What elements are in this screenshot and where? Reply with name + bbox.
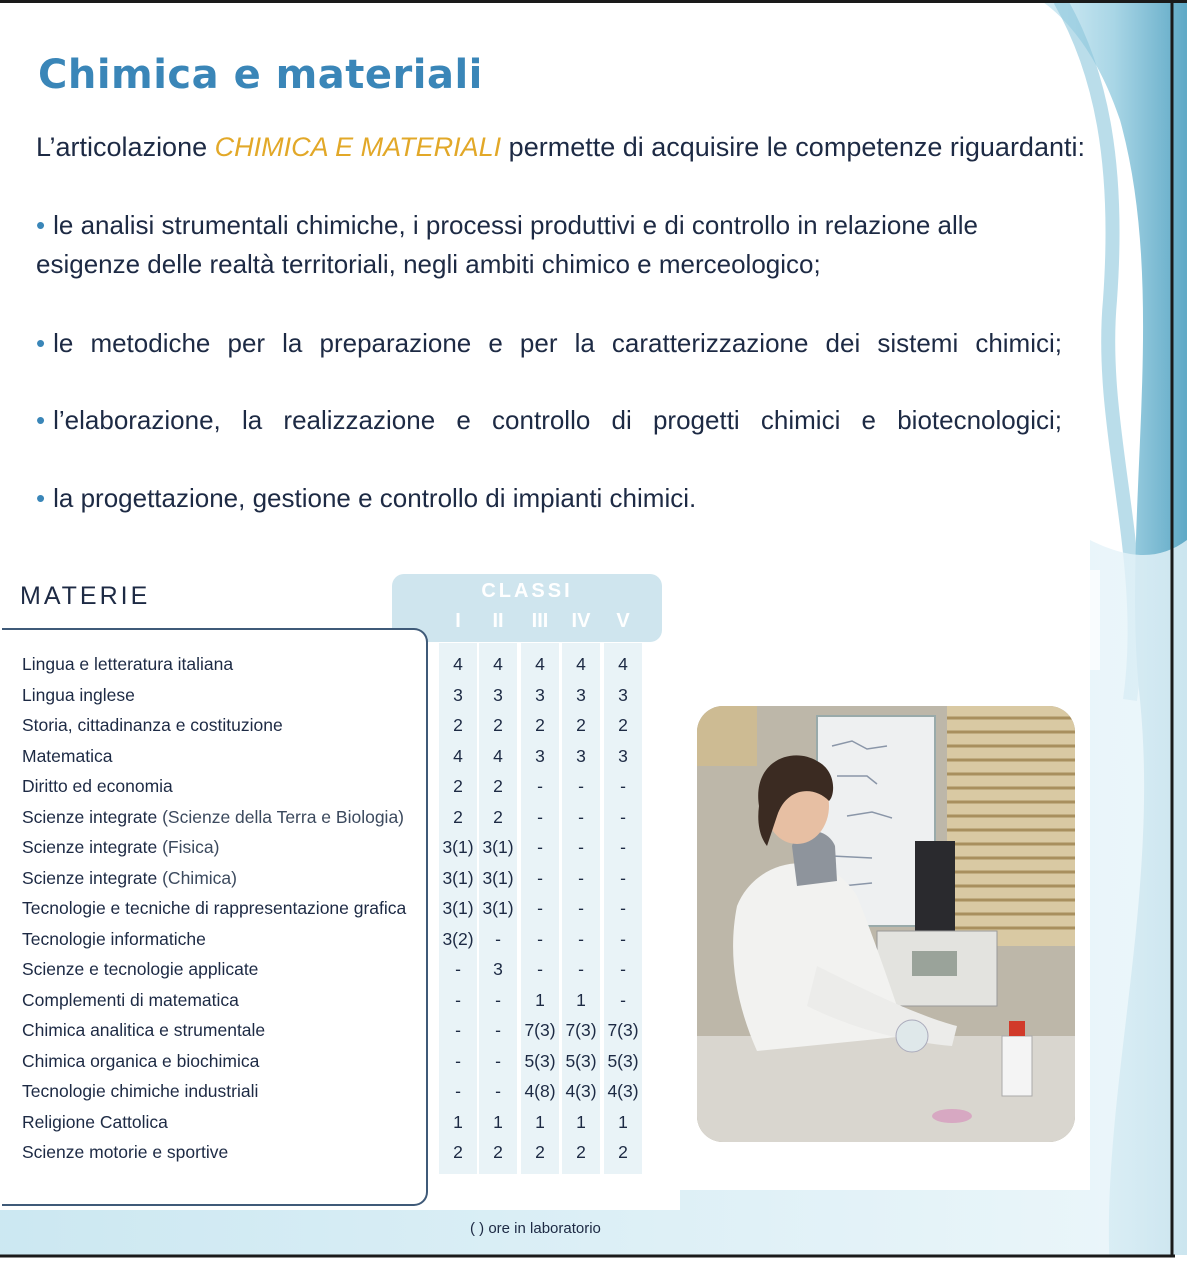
hours-cell: - bbox=[537, 959, 543, 979]
bullet-text: le metodiche per la preparazione e per la caratterizzazione dei sistemi chimici; bbox=[53, 328, 1062, 358]
hours-cell: 2 bbox=[493, 806, 503, 827]
hours-cell: 3 bbox=[618, 684, 628, 705]
hours-cell: - bbox=[578, 776, 584, 796]
subject-name bbox=[22, 771, 173, 801]
hours-cell: 4 bbox=[493, 745, 503, 766]
hours-cell: - bbox=[620, 928, 626, 949]
subject-label: Scienze integrate bbox=[22, 806, 158, 827]
hours-cell: 4 bbox=[493, 654, 503, 674]
hours-cell: 7(3) bbox=[524, 1020, 556, 1040]
hours-cell: 3(1) bbox=[442, 867, 474, 888]
hours-cell: 2 bbox=[453, 776, 463, 796]
hours-cell: 1 bbox=[576, 1111, 586, 1132]
subject-label: Complementi di matematica bbox=[22, 989, 239, 1010]
subject-name bbox=[22, 954, 258, 984]
hours-cell: 1 bbox=[493, 1111, 503, 1132]
hours-cell: 2 bbox=[453, 806, 463, 827]
subject-name bbox=[22, 1076, 258, 1106]
subject-label: Diritto ed economia bbox=[22, 776, 173, 796]
hours-cell: 2 bbox=[493, 776, 503, 796]
bullet-text: le analisi strumentali chimiche, i processi produttivi e di controllo in relazione alle esigenze delle realtà territoriali, negli ambiti chimico e merceologico; bbox=[36, 210, 978, 279]
subject-label: Scienze integrate bbox=[22, 867, 158, 888]
subject-name bbox=[22, 741, 112, 771]
hours-cell: - bbox=[578, 806, 584, 827]
hours-cell: 4 bbox=[453, 745, 463, 766]
hours-cell: - bbox=[537, 898, 543, 918]
hours-cell: - bbox=[455, 989, 461, 1010]
subject-label: Matematica bbox=[22, 745, 113, 766]
hours-cell: 2 bbox=[535, 1142, 545, 1162]
hours-cell: 2 bbox=[453, 1142, 463, 1162]
hours-cell: 5(3) bbox=[524, 1050, 556, 1071]
hours-cell: 3(1) bbox=[482, 867, 514, 888]
subject-label: Lingua e letteratura italiana bbox=[22, 654, 234, 674]
top-border bbox=[0, 0, 1187, 3]
hours-cell: 4(3) bbox=[607, 1081, 639, 1101]
hours-cell: - bbox=[495, 989, 501, 1010]
bullet-item bbox=[36, 479, 1062, 518]
hours-cell: 3(1) bbox=[482, 898, 514, 918]
class-column-header: II bbox=[492, 610, 504, 632]
subject-name bbox=[22, 649, 233, 679]
hours-cell: 3 bbox=[576, 684, 586, 705]
hours-cell: 3(1) bbox=[442, 837, 474, 857]
hours-cell: 4 bbox=[576, 654, 586, 674]
bullet-dot-icon: • bbox=[36, 483, 46, 513]
hours-cell: - bbox=[537, 867, 543, 888]
subject-label: Tecnologie chimiche industriali bbox=[22, 1081, 259, 1101]
subject-name bbox=[22, 985, 239, 1015]
footnote-lab-hours: ( ) ore in laboratorio bbox=[470, 1220, 601, 1237]
hours-cell: 2 bbox=[493, 1142, 503, 1162]
class-column-header: III bbox=[531, 610, 549, 632]
hours-cell: 4 bbox=[453, 654, 463, 674]
subject-name bbox=[22, 893, 406, 923]
hours-cell: 4(3) bbox=[565, 1081, 597, 1101]
subject-label: Lingua inglese bbox=[22, 684, 135, 705]
intro-highlight: CHIMICA E MATERIALI bbox=[214, 132, 502, 162]
hours-cell: - bbox=[578, 959, 584, 979]
hours-cell: 4 bbox=[535, 654, 545, 674]
hours-cell: 3(1) bbox=[442, 898, 474, 918]
hours-cell: - bbox=[455, 959, 461, 979]
class-column-header: V bbox=[616, 610, 630, 632]
hours-cell: - bbox=[455, 1081, 461, 1101]
hours-cell: - bbox=[455, 1050, 461, 1071]
subject-label: Storia, cittadinanza e costituzione bbox=[22, 715, 283, 735]
hours-cell: 5(3) bbox=[565, 1050, 597, 1071]
subject-label: Chimica organica e biochimica bbox=[22, 1050, 260, 1071]
hours-cell: - bbox=[537, 806, 543, 827]
bullet-item bbox=[36, 401, 1062, 440]
lab-photo-illustration bbox=[697, 706, 1075, 1142]
subject-name bbox=[22, 863, 237, 893]
subjects-header: MATERIE bbox=[20, 582, 151, 610]
hours-cell: 1 bbox=[535, 1111, 545, 1132]
hours-cell: - bbox=[455, 1020, 461, 1040]
hours-cell: - bbox=[620, 776, 626, 796]
bullet-dot-icon: • bbox=[36, 210, 46, 240]
intro-text bbox=[36, 132, 1085, 163]
bullet-dot-icon: • bbox=[36, 405, 46, 435]
subject-name bbox=[22, 710, 283, 740]
hours-cell: - bbox=[537, 776, 543, 796]
subject-name bbox=[22, 1137, 228, 1167]
bullet-text: l’elaborazione, la realizzazione e controllo di progetti chimici e biotecnologici; bbox=[53, 405, 1062, 435]
hours-cell: 2 bbox=[493, 715, 503, 735]
hours-cell: - bbox=[620, 837, 626, 857]
hours-cell: 1 bbox=[576, 989, 586, 1010]
hours-cell: 2 bbox=[576, 1142, 586, 1162]
hours-cell: 2 bbox=[576, 715, 586, 735]
subject-label: Tecnologie e tecniche di rappresentazione grafica bbox=[22, 898, 407, 918]
subject-name bbox=[22, 1107, 168, 1137]
hours-cell: - bbox=[620, 989, 626, 1010]
hours-cell: - bbox=[620, 959, 626, 979]
hours-cell: 3 bbox=[576, 745, 586, 766]
intro-before: L’articolazione bbox=[36, 132, 215, 162]
classes-header: CLASSI bbox=[481, 580, 573, 602]
hours-cell: 4(8) bbox=[524, 1081, 556, 1101]
hours-cell: 3 bbox=[535, 684, 545, 705]
bullet-text: la progettazione, gestione e controllo di impianti chimici. bbox=[53, 483, 697, 513]
hours-cell: 2 bbox=[618, 715, 628, 735]
classes-header-panel bbox=[392, 574, 662, 642]
hours-cell: 3 bbox=[618, 745, 628, 766]
hours-cell: - bbox=[495, 1050, 501, 1071]
hours-cell: 1 bbox=[618, 1111, 628, 1132]
subject-name bbox=[22, 924, 206, 954]
hours-cell: - bbox=[578, 928, 584, 949]
hours-cell: - bbox=[495, 1020, 501, 1040]
hours-cell: 2 bbox=[453, 715, 463, 735]
hours-cell: 3(2) bbox=[442, 928, 474, 949]
hours-cell: 1 bbox=[535, 989, 545, 1010]
subject-label: Chimica analitica e strumentale bbox=[22, 1020, 266, 1040]
hours-cell: 7(3) bbox=[565, 1020, 597, 1040]
lab-photo bbox=[697, 706, 1075, 1142]
hours-cell: - bbox=[495, 928, 501, 949]
hours-cell: - bbox=[620, 806, 626, 827]
hours-cell: - bbox=[578, 837, 584, 857]
hours-cell: 1 bbox=[453, 1111, 463, 1132]
subjects-box-top-line bbox=[2, 628, 390, 630]
subject-name bbox=[22, 802, 404, 832]
hours-cell: 7(3) bbox=[607, 1020, 639, 1040]
class-column-header: I bbox=[455, 610, 461, 632]
hours-cell: 3 bbox=[453, 684, 463, 705]
subject-name bbox=[22, 1046, 259, 1076]
subject-name bbox=[22, 680, 135, 710]
subject-name bbox=[22, 832, 219, 862]
hours-cell: 2 bbox=[618, 1142, 628, 1162]
hours-cell: 3 bbox=[493, 684, 503, 705]
subject-note: (Chimica) bbox=[162, 867, 237, 888]
hours-cell: - bbox=[620, 867, 626, 888]
subject-label: Scienze integrate bbox=[22, 837, 158, 857]
page-title: Chimica e materiali bbox=[38, 52, 483, 98]
hours-cell: 3 bbox=[535, 745, 545, 766]
subject-name bbox=[22, 1015, 265, 1045]
subject-note: (Scienze della Terra e Biologia) bbox=[162, 806, 404, 827]
hours-cell: - bbox=[578, 898, 584, 918]
hours-cell: - bbox=[620, 898, 626, 918]
bullet-item bbox=[36, 324, 1062, 363]
class-column-header: IV bbox=[571, 610, 591, 632]
hours-cell: - bbox=[495, 1081, 501, 1101]
subject-label: Tecnologie informatiche bbox=[22, 928, 206, 949]
subject-label: Religione Cattolica bbox=[22, 1111, 168, 1132]
hours-cell: 4 bbox=[618, 654, 628, 674]
hours-cell: 2 bbox=[535, 715, 545, 735]
subject-note: (Fisica) bbox=[162, 837, 220, 857]
bullet-item bbox=[36, 206, 1062, 284]
hours-cell: 3 bbox=[493, 959, 503, 979]
subject-label: Scienze motorie e sportive bbox=[22, 1142, 229, 1162]
bullet-dot-icon: • bbox=[36, 328, 46, 358]
subject-label: Scienze e tecnologie applicate bbox=[22, 959, 259, 979]
hours-cell: 5(3) bbox=[607, 1050, 639, 1071]
hours-cell: - bbox=[537, 928, 543, 949]
hours-cell: - bbox=[578, 867, 584, 888]
hours-cell: 3(1) bbox=[482, 837, 514, 857]
hours-cell: - bbox=[537, 837, 543, 857]
intro-after: permette di acquisire le competenze riguardanti: bbox=[501, 132, 1085, 162]
